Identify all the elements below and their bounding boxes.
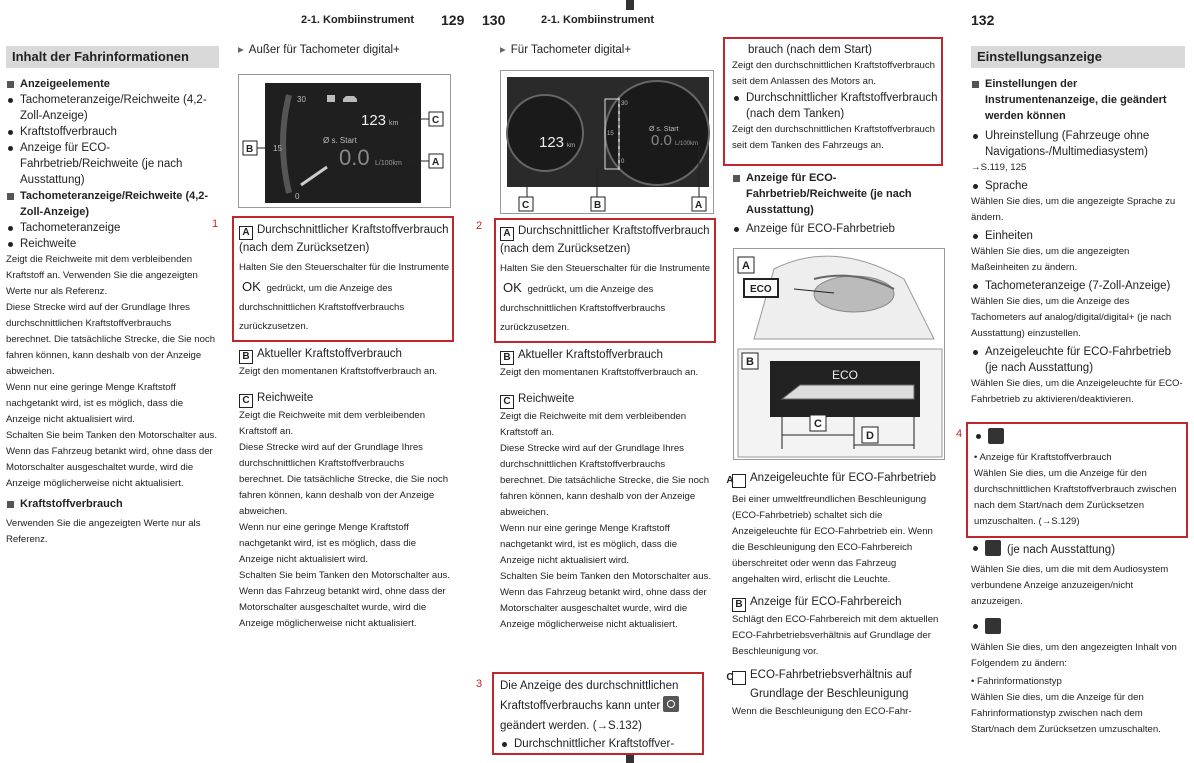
eco-b-text: Schlägt den ECO-Fahrbereich mit dem aktuellen ECO-Fahrbetriebsverhältnis auf Grundlage der Beschleunigung vor. <box>732 614 939 657</box>
eco-c-text: Wenn die Beschleunigung den ECO-Fahr- <box>732 706 912 717</box>
list-item: Kraftstoffverbrauch <box>6 496 219 512</box>
column-5-box4: • Anzeige für Kraftstoffverbrauch Wählen Sie dies, um die Anzeige für den durchschnittlichen Kraftstoffverbrauch zwischen nach dem Start/nach dem Zurücksetzen umzuschalten. (→S.129) <box>974 428 1184 530</box>
c-text: Schalten Sie beim Tanken den Motorschalter aus. Wenn das Fahrzeug betankt wird, ohne dass der Motorschalter ausgeschaltet wurde, wird die Anzeige möglicherweise nicht aktualisiert. <box>500 571 712 630</box>
c-text: Diese Strecke wird auf der Grundlage Ihres durchschnittlichen Kraftstoffverbrauchs berechnet. Die tatsächliche Strecke, die Sie noch fahren können, kann deshalb von der Anzeige abweichen. <box>239 442 449 517</box>
avg-label: Ø s. Start <box>323 136 357 145</box>
paragraph: Wählen Sie dies, um die angezeigten Maßeinheiten zu ändern. <box>971 246 1130 273</box>
list-item: Durchschnittlicher Kraftstoffver- <box>500 736 700 752</box>
annotation-number: 1 <box>212 218 219 230</box>
avg-value: 0.0 <box>651 132 672 149</box>
list-item: Anzeige für ECO-Fahrbetrieb/Reichweite (je nach Ausstattung) <box>6 140 219 188</box>
a-text-1: Halten Sie den Steuerschalter für die Instrumente <box>239 262 450 273</box>
paragraph: Schalten Sie beim Tanken den Motorschalter aus. Wenn das Fahrzeug betankt wird, ohne dass der Motorschalter ausgeschaltet wurde, wird die Anzeige möglicherweise nicht aktualisiert. <box>6 430 218 489</box>
binding-mark-top <box>626 0 634 10</box>
label-a: A <box>239 226 253 240</box>
list-item: Tachometeranzeige/Reichweite (4,2-Zoll-Anzeige) <box>6 188 219 220</box>
info-sub: Fahrinformationstyp <box>977 676 1062 687</box>
list-item: Tachometeranzeige <box>6 220 219 236</box>
label-c: C <box>500 395 514 409</box>
list-item: Anzeigeelemente <box>6 76 219 92</box>
label-a: A <box>500 227 514 241</box>
gauge-tick-mid: 15 <box>607 131 614 137</box>
annotation-number: 3 <box>476 678 483 690</box>
list-item: Anzeige für ECO-Fahrbetrieb/Reichweite (je nach Ausstattung) <box>732 170 944 218</box>
paragraph: Wählen Sie dies, um die Anzeigeleuchte für ECO-Fahrbetrieb zu aktivieren/deaktivieren. <box>971 378 1183 405</box>
list-item: Sprache <box>971 178 1185 194</box>
list-item: Anzeigeleuchte für ECO-Fahrbetrieb (je nach Ausstattung) <box>971 344 1185 376</box>
annotation-number: 2 <box>476 220 483 232</box>
range-value: 123 <box>361 112 387 129</box>
a-title: Durchschnittlicher Kraftstoffverbrauch (nach dem Zurücksetzen) <box>239 224 449 254</box>
label-b: B <box>500 351 514 365</box>
gauge-illustration-digital <box>501 71 715 215</box>
paragraph: Wählen Sie dies, um die mit dem Audiosystem verbundene Anzeige anzuzeigen/nicht anzuzeigen. <box>971 564 1169 607</box>
list-item: Uhreinstellung (Fahrzeuge ohne Navigations-/Multimediasystem) <box>971 128 1185 160</box>
leaf-icon <box>988 428 1004 444</box>
column-4-body <box>726 470 944 720</box>
paragraph: Wenn nur eine geringe Menge Kraftstoff nachgetankt wird, ist es möglich, dass die Anzeige nicht aktualisiert wird. <box>6 382 184 425</box>
callout-a: A <box>432 157 440 168</box>
label-b: B <box>239 350 253 364</box>
a-title: Durchschnittlicher Kraftstoffverbrauch (nach dem Zurücksetzen) <box>500 225 710 255</box>
ok-button-glyph: OK <box>503 280 522 295</box>
a-text-2: gedrückt, um die Anzeige des durchschnittlichen Kraftstoffverbrauchs zurückzusetzen. <box>500 284 666 333</box>
range-value: 123 <box>539 134 565 151</box>
label-c: C <box>732 671 746 685</box>
c-text: Zeigt die Reichweite mit dem verbleibenden Kraftstoff an. <box>500 411 687 438</box>
eco-a-text: Bei einer umweltfreundlichen Beschleunigung (ECO-Fahrbetrieb) schaltet sich die Anzeigeleuchte für ECO-Fahrbetrieb ein. Wenn die Beschleunigung den ECO-Fahrbereich überschreitet oder wenn das Fahrzeug angehalten wird, erlischt die Leuchte. <box>732 494 933 585</box>
list-item: Tachometeranzeige/Reichweite (4,2-Zoll-Anzeige) <box>6 92 219 124</box>
reference: →S.119, 125 <box>971 162 1027 173</box>
avg-label: Ø s. Start <box>649 126 679 133</box>
c-text: Zeigt die Reichweite mit dem verbleibenden Kraftstoff an. <box>239 410 426 437</box>
top-box-title: brauch (nach dem Start) <box>748 44 873 56</box>
paragraph: Wählen Sie dies, um die angezeigte Sprache zu ändern. <box>971 196 1176 223</box>
column-1 <box>6 46 219 548</box>
paragraph: Wählen Sie dies, um den angezeigten Inhalt von Folgendem zu ändern: <box>971 642 1177 669</box>
paragraph: Wählen Sie dies, um die Anzeige für den Fahrinformationstyp zwischen nach dem Start/nach dem Zurücksetzen umzuschalten. <box>971 692 1161 735</box>
top-box-text: Zeigt den durchschnittlichen Kraftstoffverbrauch seit dem Tanken des Fahrzeugs an. <box>732 124 936 151</box>
gauge-tick-bottom: 0 <box>295 192 300 201</box>
eco-label-d: D <box>866 430 874 442</box>
avg-unit: L/100km <box>675 141 699 147</box>
subsection-heading: ▸ Für Tachometer digital+ <box>500 42 714 58</box>
gauge-figure-digital-plus <box>500 70 714 214</box>
header-right-title: 2-1. Kombiinstrument <box>541 14 655 26</box>
b-text: Zeigt den momentanen Kraftstoffverbrauch an. <box>239 366 438 377</box>
eco-figure <box>733 248 945 460</box>
box3-text-1: Die Anzeige des durchschnittlichen Kraftstoffverbrauchs kann unter <box>500 680 679 712</box>
c-text: Wenn nur eine geringe Menge Kraftstoff nachgetankt wird, ist es möglich, dass die Anzeige nicht aktualisiert wird. <box>239 522 417 565</box>
callout-b: B <box>594 200 602 211</box>
column-4-top <box>732 42 940 154</box>
eco-label-c: C <box>814 418 822 430</box>
b-text: Zeigt den momentanen Kraftstoffverbrauch an. <box>500 367 699 378</box>
column-4-eco <box>732 170 944 237</box>
header-far-page: 132 <box>971 12 995 28</box>
paragraph: Zeigt die Reichweite mit dem verbleibenden Kraftstoff an. Verwenden Sie die angezeigten Werte nur als Referenz. <box>6 254 198 297</box>
b-title: Aktueller Kraftstoffverbrauch <box>257 348 402 360</box>
eco-label-b: B <box>746 356 754 368</box>
c-text: Wenn nur eine geringe Menge Kraftstoff nachgetankt wird, ist es möglich, dass die Anzeige nicht aktualisiert wird. <box>500 523 678 566</box>
list-item: Einstellungen der Instrumentenanzeige, die geändert werden können <box>971 76 1185 124</box>
list-item: Einheiten <box>971 228 1185 244</box>
eco-badge: ECO <box>750 284 772 295</box>
list-item: Kraftstoffverbrauch <box>6 124 219 140</box>
eco-c-title: ECO-Fahrbetriebsverhältnis auf Grundlage der Beschleunigung <box>750 669 912 700</box>
top-box-text: Zeigt den durchschnittlichen Kraftstoffverbrauch seit dem Anlassen des Motors an. <box>732 60 936 87</box>
paragraph: Verwenden Sie die angezeigten Werte nur als Referenz. <box>6 518 201 545</box>
label-b: B <box>732 598 746 612</box>
list-item: Durchschnittlicher Kraftstoffverbrauch (nach dem Tanken) <box>732 90 940 122</box>
c-title: Reichweite <box>518 393 575 405</box>
box3-text-2: geändert werden. (→S.132) <box>500 720 642 732</box>
avg-value: 0.0 <box>339 145 370 170</box>
gauge-illustration <box>239 75 452 209</box>
label-c: C <box>239 394 253 408</box>
gauge-tick-top: 30 <box>297 95 306 104</box>
music-note-icon <box>985 540 1001 556</box>
a-text-2: gedrückt, um die Anzeige des durchschnittlichen Kraftstoffverbrauchs zurückzusetzen. <box>239 283 405 332</box>
c-title: Reichweite <box>257 392 314 404</box>
subsection-heading: ▸ Außer für Tachometer digital+ <box>238 42 452 58</box>
callout-c: C <box>432 115 440 126</box>
annotation-number: 4 <box>956 428 963 440</box>
gauge-tick-top: 30 <box>621 101 628 107</box>
c-text: Diese Strecke wird auf der Grundlage Ihres durchschnittlichen Kraftstoffverbrauchs berechnet. Die tatsächliche Strecke, die Sie noch fahren können, kann deshalb von der Anzeige abweichen. <box>500 443 710 518</box>
column-2-body <box>239 222 451 632</box>
gauge-figure-standard <box>238 74 451 208</box>
gauge-tick-mid: 15 <box>273 144 282 153</box>
range-unit: km <box>567 143 575 149</box>
a-text-1: Halten Sie den Steuerschalter für die Instrumente <box>500 263 711 274</box>
column-2 <box>238 42 452 58</box>
c-text: Schalten Sie beim Tanken den Motorschalter aus. Wenn das Fahrzeug betankt wird, ohne dass der Motorschalter ausgeschaltet wurde, wird die Anzeige möglicherweise nicht aktualisiert. <box>239 570 451 629</box>
box4-text: Wählen Sie dies, um die Anzeige für den durchschnittlichen Kraftstoffverbrauch zwischen nach dem Start/nach dem Zurücksetzen umzuschalten. (→S.129) <box>974 468 1177 527</box>
paragraph: Diese Strecke wird auf der Grundlage Ihres durchschnittlichen Kraftstoffverbrauchs berechnet. Die tatsächliche Strecke, die Sie noch fahren können, kann deshalb von der Anzeige abweichen. <box>6 302 216 377</box>
eco-illustration <box>734 249 946 461</box>
range-unit: km <box>389 120 399 127</box>
gear-icon <box>663 696 679 712</box>
header-left-page: 129 <box>441 12 465 28</box>
section-title: Einstellungsanzeige <box>971 46 1185 68</box>
label-a: A <box>732 474 746 488</box>
ok-button-glyph: OK <box>242 279 261 294</box>
header-right-page: 130 <box>482 12 506 28</box>
column-5-bottom: (je nach Ausstattung) Wählen Sie dies, um die mit dem Audiosystem verbundene Anzeige anzuzeigen/nicht anzuzeigen. Wählen Sie dies, um den angezeigten Inhalt von Folgendem zu ändern: • Fahrinformationstyp Wählen Sie dies, um die Anzeige für den Fahrinformationstyp zwischen nach dem Start/nach dem Zurücksetzen umzuschalten. <box>971 540 1185 738</box>
column-3 <box>500 42 714 58</box>
list-item: Reichweite <box>6 236 219 252</box>
header-left-title: 2-1. Kombiinstrument <box>301 14 415 26</box>
column-3-body <box>500 223 712 633</box>
eco-label-a: A <box>742 260 750 272</box>
avg-unit: L/100km <box>375 160 402 167</box>
column-5 <box>971 46 1185 408</box>
info-display-icon <box>985 618 1001 634</box>
audio-suffix: (je nach Ausstattung) <box>1007 544 1116 556</box>
column-3-box3 <box>500 676 700 752</box>
eco-b-title: Anzeige für ECO-Fahrbereich <box>750 596 902 608</box>
eco-bar-title: ECO <box>832 368 859 382</box>
list-item: Anzeige für ECO-Fahrbetrieb <box>732 221 944 237</box>
paragraph: Wählen Sie dies, um die Anzeige des Tachometers auf analog/digital/digital+ (je nach Ausstattung) einzustellen. <box>971 296 1172 339</box>
callout-c: C <box>522 200 530 211</box>
b-title: Aktueller Kraftstoffverbrauch <box>518 349 663 361</box>
list-item: Tachometeranzeige (7-Zoll-Anzeige) <box>971 278 1185 294</box>
gauge-tick-bottom: 0 <box>621 159 625 165</box>
callout-b: B <box>246 144 254 155</box>
eco-a-title: Anzeigeleuchte für ECO-Fahrbetrieb <box>750 472 937 484</box>
callout-a: A <box>695 200 703 211</box>
section-title: Inhalt der Fahrinformationen <box>6 46 219 68</box>
box4-sub: Anzeige für Kraftstoffverbrauch <box>979 452 1112 463</box>
